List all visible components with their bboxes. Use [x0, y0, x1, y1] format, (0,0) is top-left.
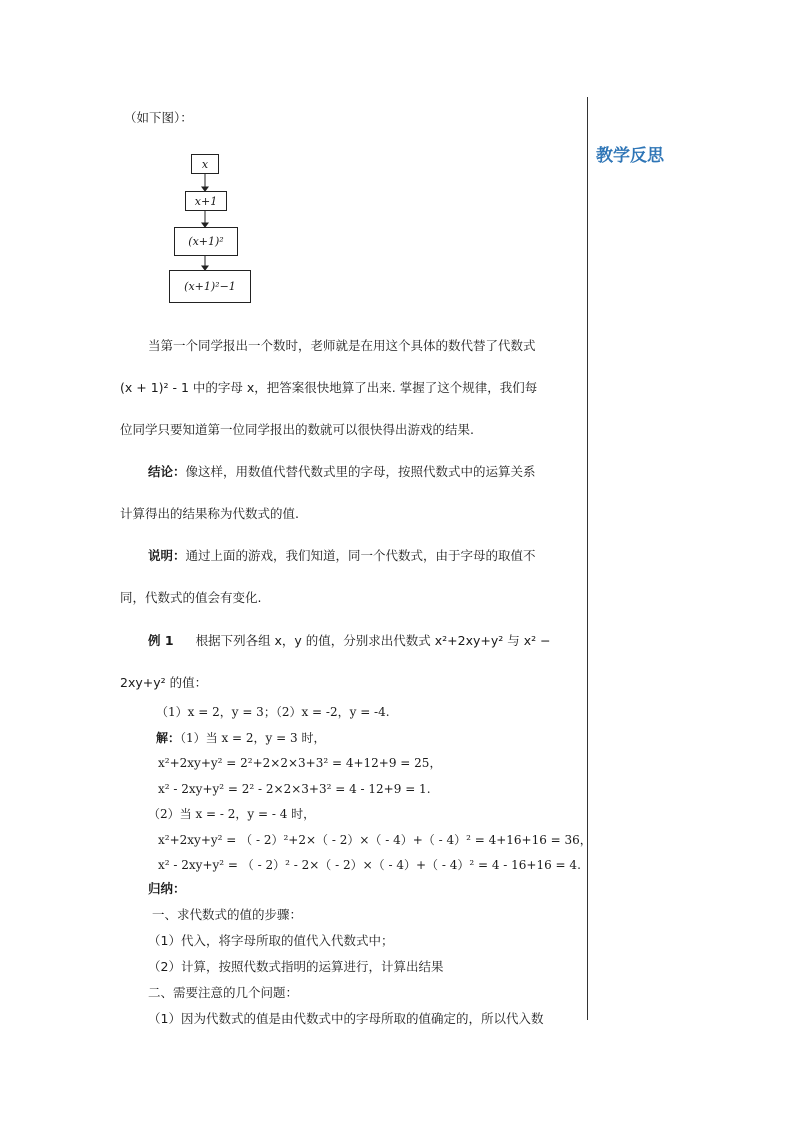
example-text: 根据下列各组 x，y 的值，分别求出代数式 x²+2xy+y² 与 x² − — [195, 633, 551, 648]
example-block — [120, 620, 578, 704]
summary-line-4: 二、需要注意的几个问题： — [148, 985, 299, 1000]
solution-label: 解： — [156, 730, 181, 745]
p1-line3: 位同学只要知道第一位同学报出的数就可以很快得出游戏的结果. — [120, 422, 474, 437]
paragraph-block — [120, 325, 578, 619]
summary-line-2: （1）代入，将字母所取的值代入代数式中； — [148, 933, 394, 948]
note-label: 说明： — [148, 548, 186, 563]
solution-line-5: x²+2xy+y² = （ - 2）²+2×（ - 2）×（ - 4）+（ - 4）² = 4+16+16 = 36， — [158, 832, 592, 847]
conclusion-line2: 计算得出的结果称为代数式的值. — [120, 506, 299, 521]
conclusion-label: 结论： — [148, 464, 186, 479]
solution-line-1 — [148, 726, 592, 752]
solution-line-2: x²+2xy+y² = 2²+2×2×3+3² = 4+12+9 = 25， — [158, 756, 442, 770]
example-label: 例 1 — [148, 633, 174, 648]
flow-box-4: (x+1)²−1 — [169, 270, 251, 303]
solution-block — [148, 700, 592, 879]
flow-box-1: x — [191, 154, 219, 174]
summary-line-3: （2）计算，按照代数式指明的运算进行，计算出结果 — [148, 959, 444, 974]
p1-line1: 当第一个同学报出一个数时，老师就是在用这个具体的数代替了代数式 — [148, 338, 536, 353]
note-text: 通过上面的游戏，我们知道，同一个代数式，由于字母的取值不 — [185, 548, 536, 563]
conclusion-line1 — [120, 451, 578, 493]
conclusion-text: 像这样，用数值代替代数式里的字母，按照代数式中的运算关系 — [185, 464, 536, 479]
flow-box-2: x+1 — [185, 191, 227, 211]
example-line1 — [120, 620, 578, 662]
solution-line-4: （2）当 x = - 2，y = - 4 时， — [148, 807, 316, 821]
p1-line2: (x + 1)² - 1 中的字母 x，把答案很快地算了出来. 掌握了这个规律，我们每 — [120, 380, 538, 395]
summary-block — [148, 876, 588, 1032]
lead-text: （如下图）： — [124, 110, 193, 125]
solution-case-1: （1）当 x = 2，y = 3 时， — [180, 730, 326, 745]
note-line2: 同，代数式的值会有变化. — [120, 590, 262, 605]
given-values: （1）x = 2，y = 3；（2）x = -2，y = -4. — [156, 705, 390, 719]
example-line2: 2xy+y² 的值： — [120, 675, 208, 690]
sidebar-title: 教学反思 — [596, 146, 664, 166]
solution-line-3: x² - 2xy+y² = 2² - 2×2×3+3² = 4 - 12+9 = 1. — [158, 781, 431, 796]
flow-box-3: (x+1)² — [174, 227, 238, 256]
summary-label: 归纳： — [148, 881, 186, 896]
summary-line-5: （1）因为代数式的值是由代数式中的字母所取的值确定的，所以代入数 — [148, 1011, 544, 1026]
solution-line-6: x² - 2xy+y² = （ - 2）² - 2×（ - 2）×（ - 4）+（ - 4）² = 4 - 16+16 = 4. — [158, 858, 581, 872]
summary-line-1: 一、求代数式的值的步骤： — [152, 907, 303, 922]
note-line1 — [120, 535, 578, 577]
